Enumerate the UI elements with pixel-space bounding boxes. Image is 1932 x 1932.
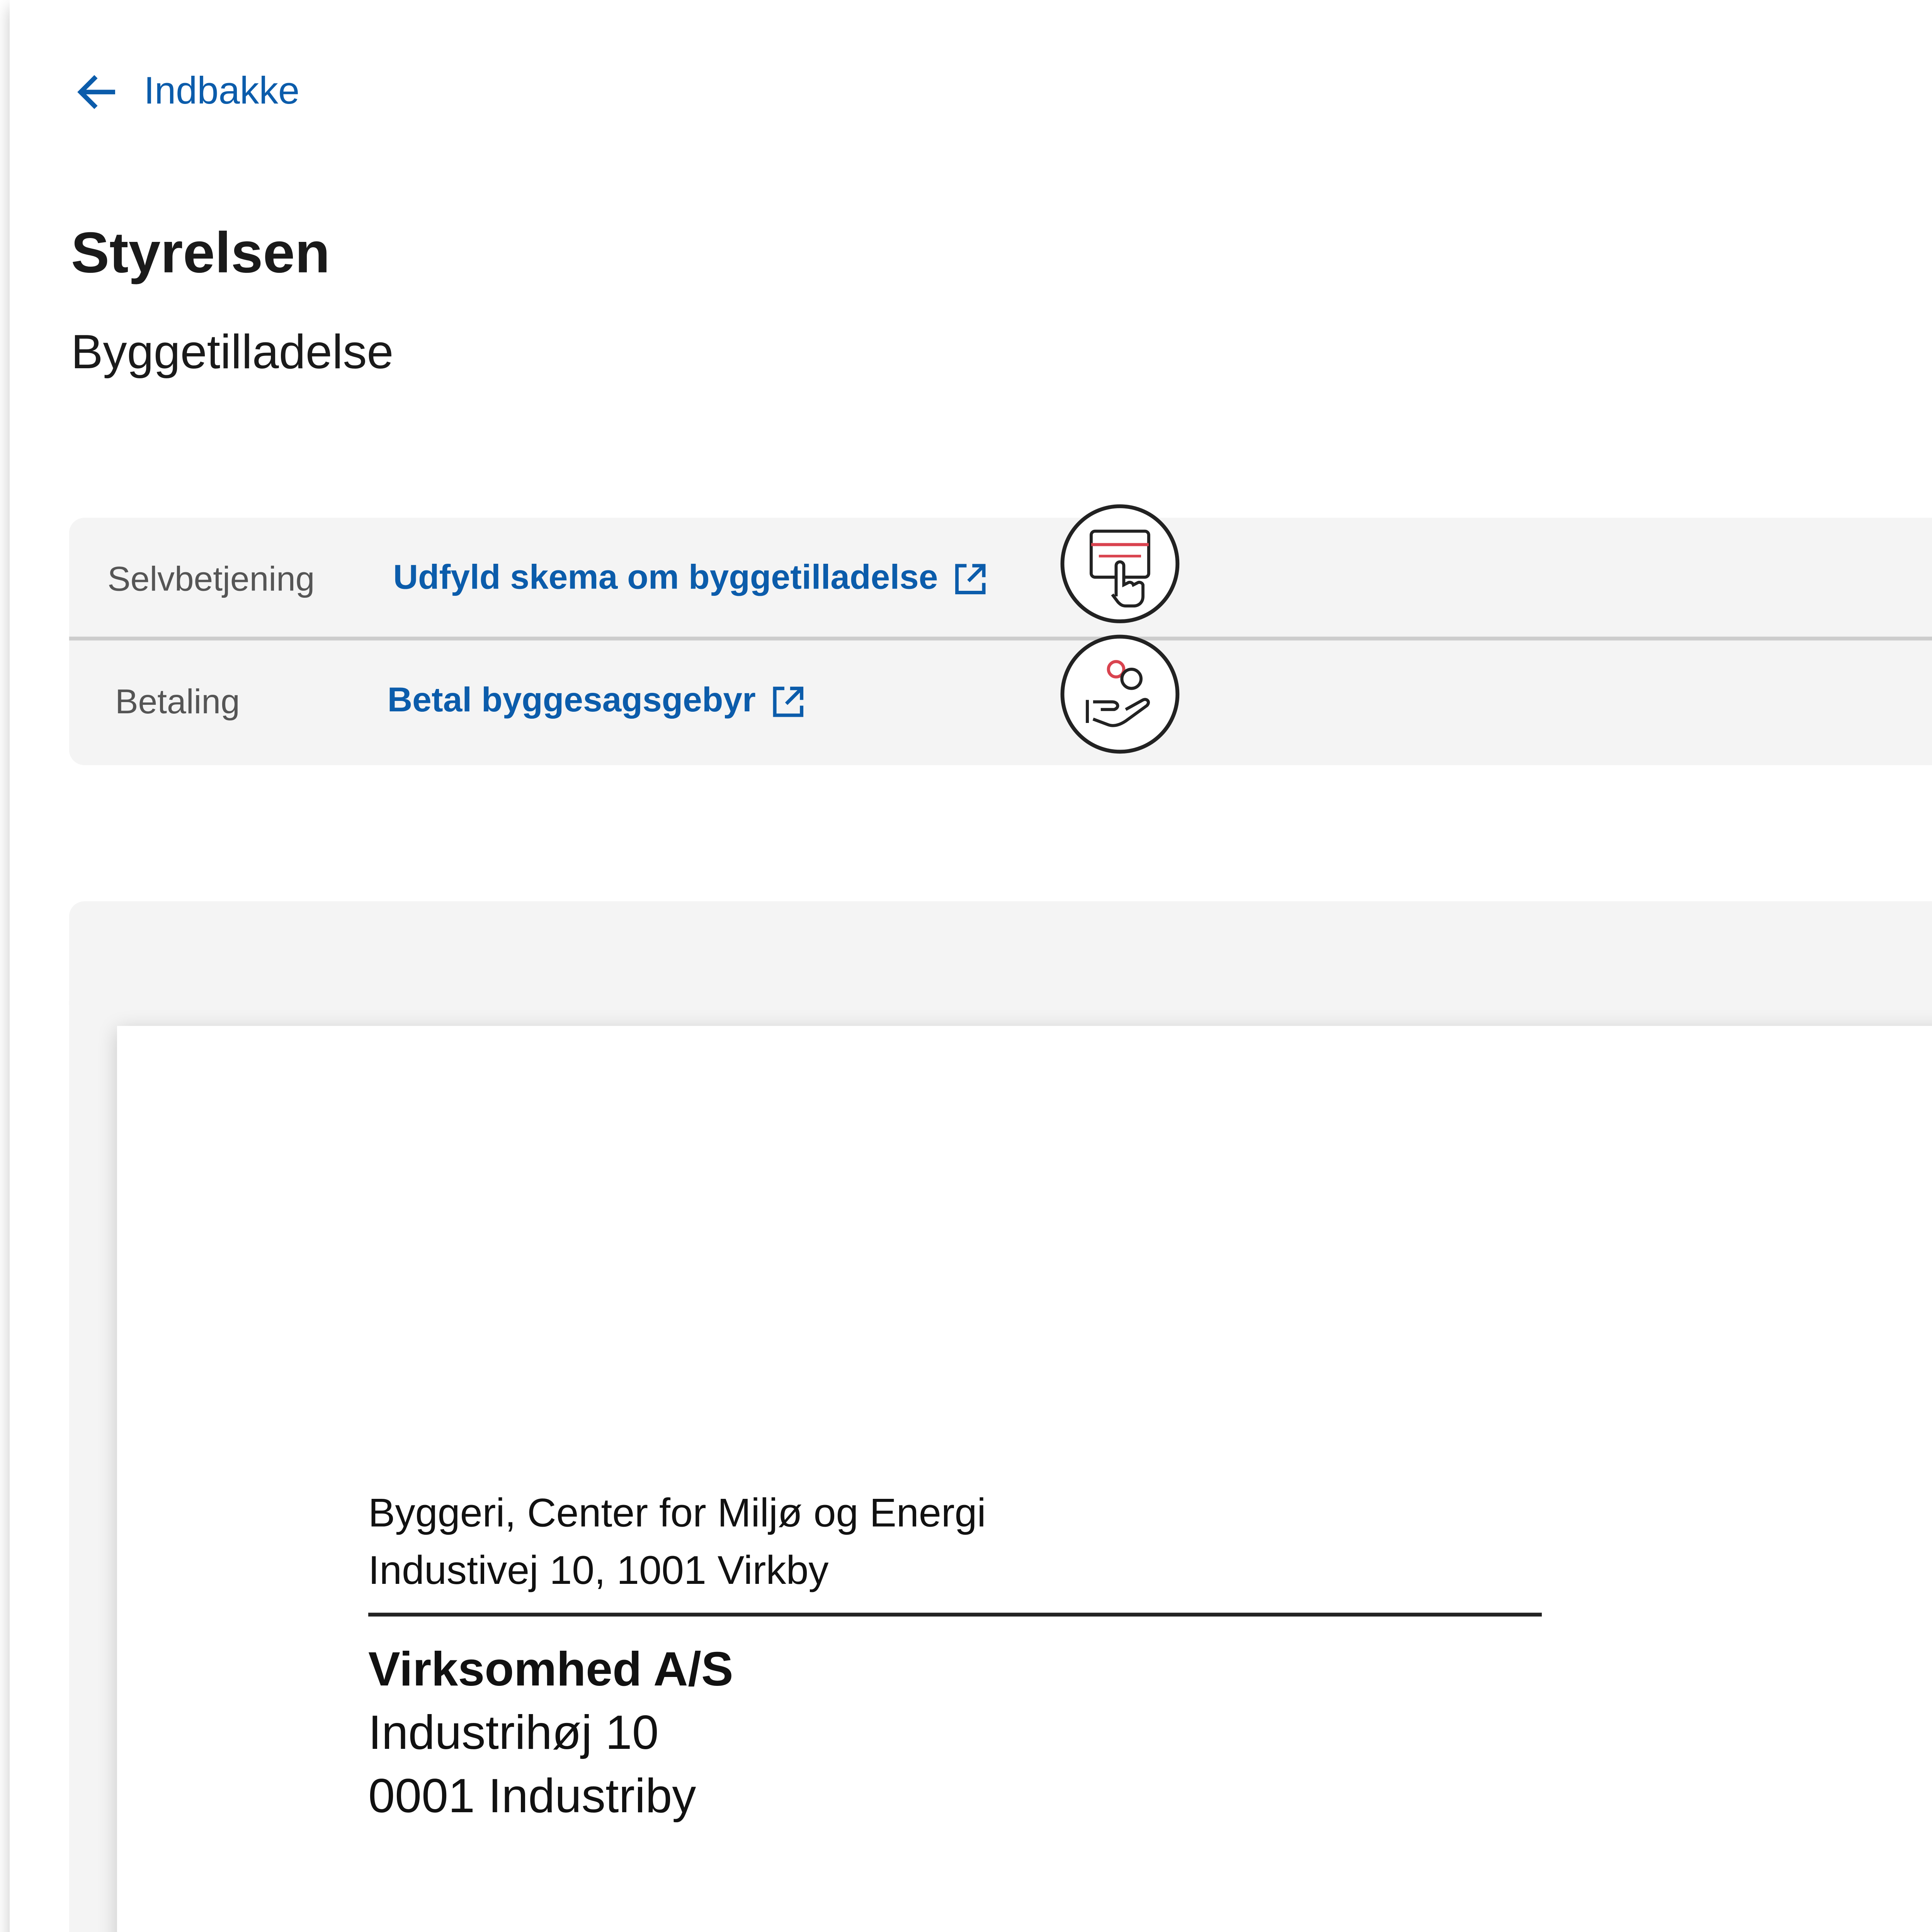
action-type-label: Betaling [115,682,240,721]
sender-name: Styrelsen [71,222,330,286]
recipient-street: Industrihøj 10 [368,1706,659,1760]
back-label: Indbakke [144,70,300,112]
external-link-icon [953,561,988,595]
action-row-payment [69,641,1932,760]
actions-panel [69,518,1932,765]
selfservice-link-label: Udfyld skema om byggetilladelse [393,558,938,597]
message-window [10,0,1932,1932]
arrow-left-icon [75,69,121,115]
address-divider [368,1613,1542,1617]
back-to-inbox-link[interactable] [75,69,299,115]
payment-link[interactable] [388,681,806,721]
message-subject: Byggetilladelse [71,326,394,380]
selfservice-link[interactable] [393,558,988,598]
recipient-city: 0001 Industriby [368,1770,696,1824]
sender-address-line: Byggeri, Center for Miljø og Energi [368,1492,986,1536]
document-toolbar [69,901,1932,1005]
payment-link-label: Betal byggesagsgebyr [387,680,756,719]
document-page [117,1026,1932,1932]
form-click-icon [1061,504,1180,623]
external-link-icon [771,684,806,718]
action-type-label: Selvbetjening [107,560,315,599]
sender-address-line: Industivej 10, 1001 Virkby [368,1549,829,1594]
pay-hand-icon [1061,635,1180,754]
recipient-name: Virksomhed A/S [368,1643,733,1697]
action-row-selfservice [69,518,1932,641]
